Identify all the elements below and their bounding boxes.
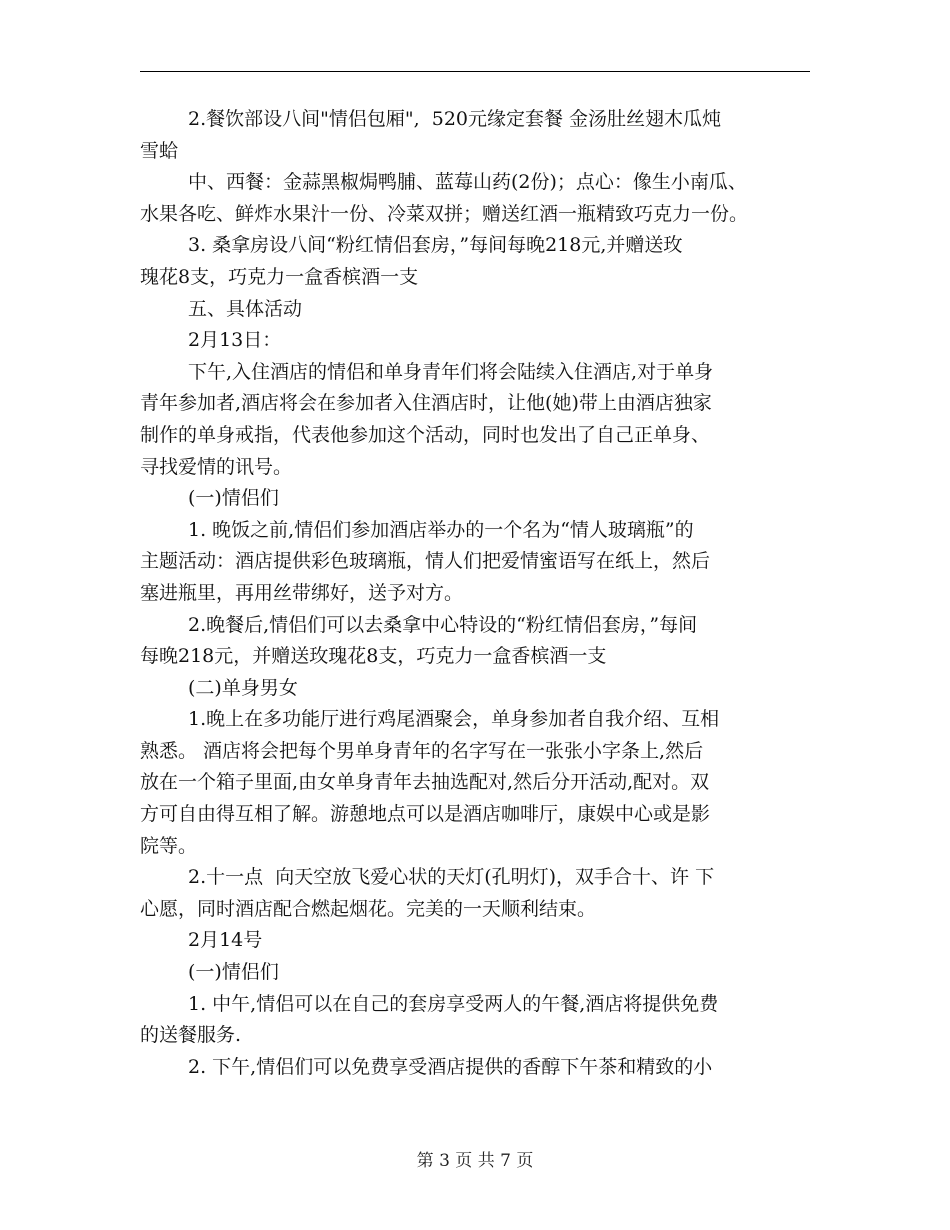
subsection-heading: (二)单身男女 xyxy=(188,676,298,699)
text-line: 2.餐饮部设八间"情侣包厢", 520元缘定套餐 金汤肚丝翅木瓜炖 xyxy=(188,108,722,130)
header-rule xyxy=(140,71,810,72)
text-line: 水果各吃、鲜炸水果汁一份、冷菜双拼；赠送红酒一瓶精致巧克力一份。 xyxy=(140,202,749,225)
document-body xyxy=(140,104,810,1083)
text-line: 塞进瓶里，再用丝带绑好，送予对方。 xyxy=(140,581,464,604)
subsection-heading: (一)情侣们 xyxy=(188,961,279,984)
text-line: 1. 晚饭之前,情侣们参加酒店举办的一个名为“情人玻璃瓶”的 xyxy=(188,518,694,541)
text-line: 方可自由得互相了解。游憩地点可以是酒店咖啡厅，康娱中心或是影 xyxy=(140,803,711,826)
text-line: 1.晚上在多功能厅进行鸡尾酒聚会，单身参加者自我介绍、互相 xyxy=(188,708,720,731)
text-line: 2. 下午,情侣们可以免费享受酒店提供的香醇下午茶和精致的小 xyxy=(188,1055,713,1078)
date-heading: 2月13日： xyxy=(188,329,282,352)
text-line: 下午,入住酒店的情侣和单身青年们将会陆续入住酒店,对于单身 xyxy=(188,360,714,383)
text-line: 青年参加者,酒店将会在参加者入住酒店时，让他(她)带上由酒店独家 xyxy=(140,392,712,415)
text-line: 每晚218元，并赠送玫瑰花8支，巧克力一盒香槟酒一支 xyxy=(140,645,607,668)
section-heading: 五、具体活动 xyxy=(188,297,303,320)
text-line: 的送餐服务. xyxy=(140,1024,242,1047)
text-line: 雪蛤 xyxy=(140,139,179,162)
text-line: 院等。 xyxy=(140,834,198,857)
text-line: 1. 中午,情侣可以在自己的套房享受两人的午餐,酒店将提供免费 xyxy=(188,992,719,1015)
text-line: 中、西餐：金蒜黑椒焗鸭脯、蓝莓山药(2份)；点心：像生小南瓜、 xyxy=(188,171,747,194)
text-line: 制作的单身戒指，代表他参加这个活动，同时也发出了自己正单身、 xyxy=(140,423,711,446)
date-heading: 2月14号 xyxy=(188,929,263,952)
text-line: 2.晚餐后,情侣们可以去桑拿中心特设的“粉红情侣套房，”每间 xyxy=(188,613,698,636)
text-line: 心愿，同时酒店配合燃起烟花。完美的一天顺利结束。 xyxy=(140,897,597,920)
text-line: 2.十一点 向天空放飞爱心状的天灯(孔明灯)，双手合十、许 下 xyxy=(188,866,715,889)
text-line: 主题活动：酒店提供彩色玻璃瓶，情人们把爱情蜜语写在纸上，然后 xyxy=(140,550,711,573)
text-line: 3. 桑拿房设八间“粉红情侣套房，”每间每晚218元,并赠送玫 xyxy=(188,234,683,257)
text-line: 瑰花8支，巧克力一盒香槟酒一支 xyxy=(140,265,419,288)
text-line: 放在一个箱子里面,由女单身青年去抽选配对,然后分开活动,配对。双 xyxy=(140,771,710,794)
subsection-heading: (一)情侣们 xyxy=(188,487,279,510)
page-footer: 第 3 页 共 7 页 xyxy=(416,1151,534,1171)
text-line: 寻找爱情的讯号。 xyxy=(140,455,293,478)
text-line: 熟悉。 酒店将会把每个男单身青年的名字写在一张张小字条上,然后 xyxy=(140,739,704,762)
